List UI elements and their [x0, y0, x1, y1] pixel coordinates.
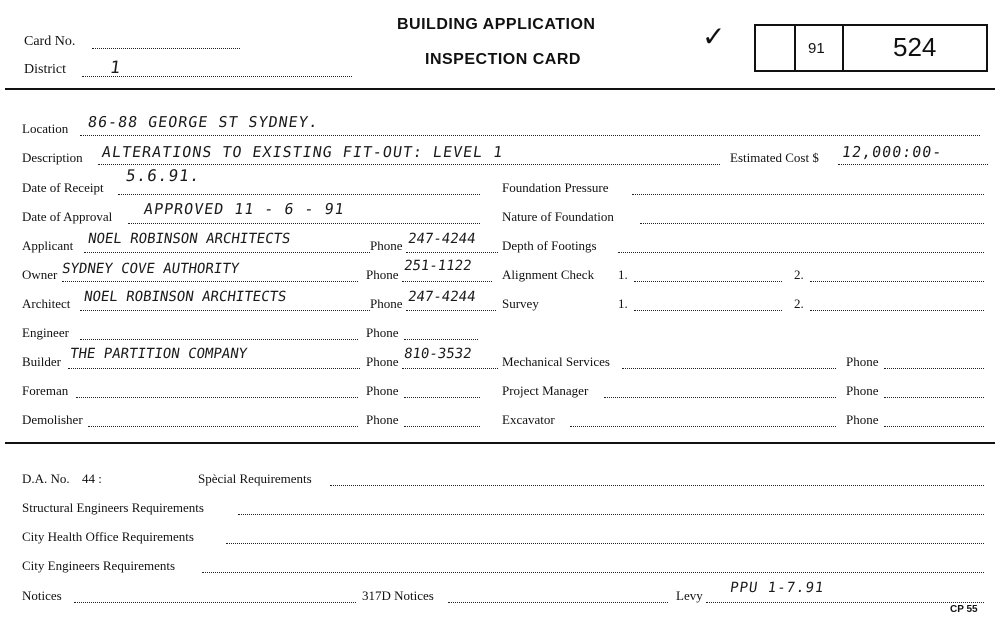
mechanical-services-label: Mechanical Services	[502, 354, 610, 369]
architect-label: Architect	[22, 296, 71, 311]
architect-phone-label: Phone	[370, 296, 403, 311]
special-requirements-line[interactable]	[330, 485, 984, 486]
survey-1-line[interactable]	[634, 310, 782, 311]
architect-phone-line[interactable]	[406, 310, 496, 311]
demolisher-line[interactable]	[88, 426, 358, 427]
builder-line[interactable]	[68, 368, 360, 369]
notices-317d-label: 317D Notices	[362, 588, 434, 603]
alignment-2-label: 2.	[794, 267, 804, 282]
foreman-phone-label: Phone	[366, 383, 399, 398]
nature-foundation-label: Nature of Foundation	[502, 209, 614, 224]
alignment-1-line[interactable]	[634, 281, 782, 282]
description-line[interactable]	[98, 164, 720, 165]
location-label: Location	[22, 121, 69, 136]
survey-2-label: 2.	[794, 296, 804, 311]
health-line[interactable]	[226, 543, 984, 544]
title-line-1: BUILDING APPLICATION	[397, 16, 596, 33]
owner-line[interactable]	[62, 281, 358, 282]
architect-phone-value: 247-4244	[406, 289, 477, 305]
notices-317d-line[interactable]	[448, 602, 668, 603]
applicant-line[interactable]	[84, 252, 370, 253]
estimated-cost-line[interactable]	[838, 164, 988, 165]
alignment-2-line[interactable]	[810, 281, 984, 282]
applicant-phone-line[interactable]	[406, 252, 498, 253]
middle-rule	[5, 442, 995, 444]
project-manager-line[interactable]	[604, 397, 836, 398]
da-label: D.A. No.	[22, 471, 70, 486]
estimated-cost-label: Estimated Cost $	[730, 150, 819, 165]
excavator-phone-line[interactable]	[884, 426, 984, 427]
receipt-label: Date of Receipt	[22, 180, 104, 195]
levy-label: Levy	[676, 588, 703, 603]
district-line[interactable]	[82, 76, 352, 77]
demolisher-phone-line[interactable]	[404, 426, 480, 427]
receipt-line[interactable]	[118, 194, 480, 195]
notices-line[interactable]	[74, 602, 356, 603]
demolisher-phone-label: Phone	[366, 412, 399, 427]
demolisher-label: Demolisher	[22, 412, 83, 427]
description-value: ALTERATIONS TO EXISTING FIT-OUT: LEVEL 1	[100, 143, 505, 161]
district-value: 1	[108, 58, 123, 78]
estimated-cost-value: 12,000:00-	[840, 143, 944, 161]
card-number-box	[754, 24, 988, 72]
description-label: Description	[22, 150, 83, 165]
builder-phone-label: Phone	[366, 354, 399, 369]
engineer-phone-line[interactable]	[404, 339, 478, 340]
top-rule	[5, 88, 995, 90]
card-no-label: Card No.	[24, 34, 76, 49]
approval-label: Date of Approval	[22, 209, 113, 224]
architect-line[interactable]	[80, 310, 370, 311]
survey-2-line[interactable]	[810, 310, 984, 311]
owner-value: SYDNEY COVE AUTHORITY	[60, 261, 241, 277]
receipt-value: 5.6.91.	[124, 166, 202, 185]
box-divider-2	[842, 24, 844, 72]
engineer-label: Engineer	[22, 325, 69, 340]
depth-footings-line[interactable]	[618, 252, 984, 253]
levy-value: PPU 1-7.91	[728, 580, 826, 596]
mechanical-phone-line[interactable]	[884, 368, 984, 369]
engineer-phone-label: Phone	[366, 325, 399, 340]
health-label: City Health Office Requirements	[22, 529, 194, 544]
special-requirements-label: Spècial Requirements	[198, 471, 312, 486]
owner-phone-line[interactable]	[402, 281, 492, 282]
card-no-line[interactable]	[92, 48, 240, 49]
engineer-line[interactable]	[80, 339, 358, 340]
builder-phone-line[interactable]	[402, 368, 498, 369]
district-label: District	[24, 62, 66, 77]
foreman-label: Foreman	[22, 383, 69, 398]
box-large-number: 524	[893, 32, 937, 62]
owner-phone-label: Phone	[366, 267, 399, 282]
survey-1-label: 1.	[618, 296, 628, 311]
da-value: 44 :	[82, 471, 102, 486]
approval-line[interactable]	[128, 223, 480, 224]
notices-label: Notices	[22, 588, 62, 603]
city-engineers-label: City Engineers Requirements	[22, 558, 176, 573]
levy-line[interactable]	[706, 602, 984, 603]
foreman-line[interactable]	[76, 397, 358, 398]
location-value: 86-88 GEORGE ST SYDNEY.	[86, 113, 320, 131]
location-line[interactable]	[80, 135, 980, 136]
approval-value: APPROVED 11 - 6 - 91	[142, 200, 346, 218]
mechanical-services-line[interactable]	[622, 368, 836, 369]
builder-label: Builder	[22, 354, 61, 369]
project-manager-label: Project Manager	[502, 383, 589, 398]
builder-phone-value: 810-3532	[402, 346, 473, 362]
owner-phone-value: 251-1122	[402, 258, 473, 274]
box-small-number: 91	[808, 40, 825, 57]
excavator-line[interactable]	[570, 426, 836, 427]
depth-footings-label: Depth of Footings	[502, 238, 597, 253]
project-manager-phone-line[interactable]	[884, 397, 984, 398]
excavator-label: Excavator	[502, 412, 555, 427]
project-manager-phone-label: Phone	[846, 383, 879, 398]
box-divider-1	[794, 24, 796, 72]
applicant-label: Applicant	[22, 238, 74, 253]
builder-value: THE PARTITION COMPANY	[68, 346, 249, 362]
architect-value: NOEL ROBINSON ARCHITECTS	[82, 289, 288, 305]
alignment-check-label: Alignment Check	[502, 267, 595, 282]
foundation-pressure-label: Foundation Pressure	[502, 180, 609, 195]
form-code: CP 55	[950, 604, 978, 615]
structural-label: Structural Engineers Requirements	[22, 500, 204, 515]
applicant-phone-label: Phone	[370, 238, 403, 253]
city-engineers-line[interactable]	[202, 572, 984, 573]
nature-foundation-line[interactable]	[640, 223, 984, 224]
title-line-2: INSPECTION CARD	[425, 51, 581, 68]
foreman-phone-line[interactable]	[404, 397, 480, 398]
alignment-1-label: 1.	[618, 267, 628, 282]
foundation-pressure-line[interactable]	[632, 194, 984, 195]
owner-label: Owner	[22, 267, 58, 282]
applicant-value: NOEL ROBINSON ARCHITECTS	[86, 231, 292, 247]
structural-line[interactable]	[238, 514, 984, 515]
check-mark: ✓	[702, 20, 726, 53]
mechanical-phone-label: Phone	[846, 354, 879, 369]
applicant-phone-value: 247-4244	[406, 231, 477, 247]
excavator-phone-label: Phone	[846, 412, 879, 427]
survey-label: Survey	[502, 296, 539, 311]
